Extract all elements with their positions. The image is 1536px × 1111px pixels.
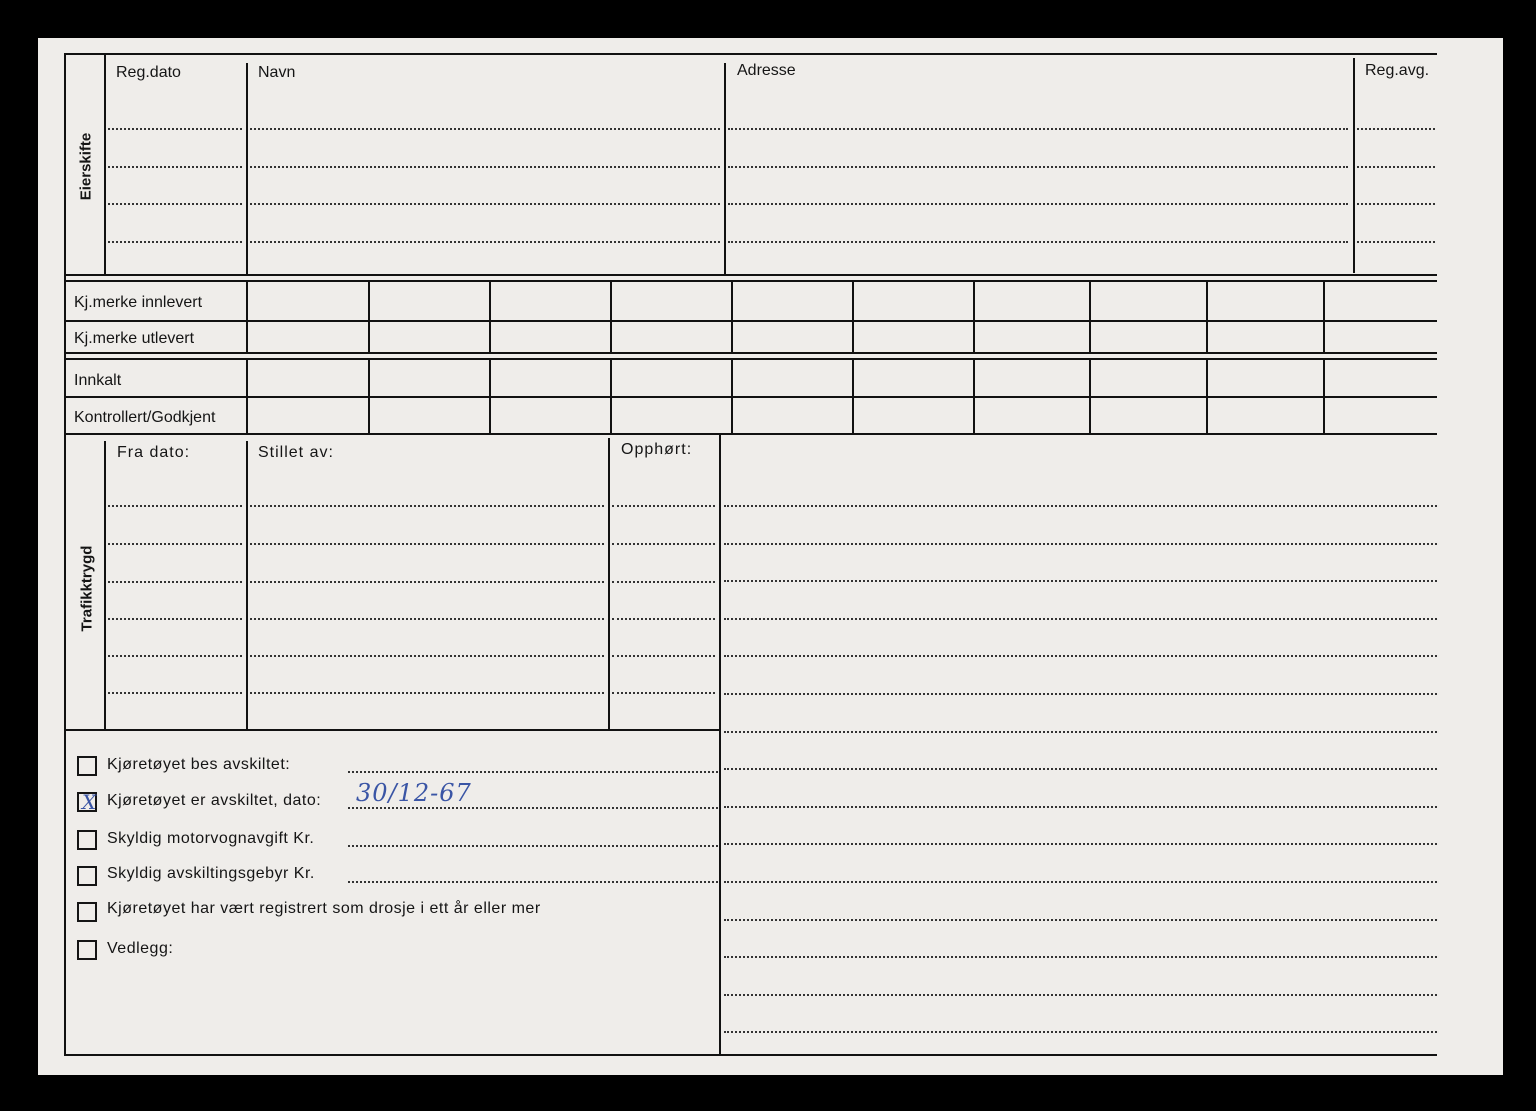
dotted-line bbox=[612, 581, 715, 583]
left-border bbox=[64, 53, 66, 1056]
dotted-line bbox=[108, 505, 242, 507]
dotted-line bbox=[108, 692, 242, 694]
header-regdato: Reg.dato bbox=[116, 64, 181, 81]
grid-column-line bbox=[973, 360, 975, 433]
checkbox-vedlegg[interactable] bbox=[77, 940, 97, 960]
grid-column-line bbox=[489, 360, 491, 433]
grid-column-line bbox=[610, 360, 612, 433]
dotted-line bbox=[612, 692, 715, 694]
dotted-line bbox=[250, 166, 720, 168]
grid-column-line bbox=[731, 282, 733, 352]
grid-column-line bbox=[610, 282, 612, 352]
dotted-line bbox=[724, 994, 1437, 996]
checkbox-drosje[interactable] bbox=[77, 902, 97, 922]
registration-card bbox=[38, 38, 1503, 1075]
dotted-line bbox=[1357, 128, 1435, 130]
dotted-line bbox=[612, 543, 715, 545]
section-rule bbox=[64, 274, 1437, 276]
dotted-line bbox=[108, 581, 242, 583]
col-divider bbox=[724, 63, 726, 276]
grid-column-line bbox=[1323, 282, 1325, 352]
dotted-line bbox=[250, 203, 720, 205]
label-avskiltingsgebyr: Skyldig avskiltingsgebyr Kr. bbox=[107, 865, 315, 882]
label-vedlegg: Vedlegg: bbox=[107, 940, 174, 957]
header-regavg: Reg.avg. bbox=[1365, 62, 1430, 79]
dotted-line bbox=[108, 543, 242, 545]
dotted-line bbox=[724, 655, 1437, 657]
dotted-line bbox=[612, 655, 715, 657]
handwritten-date: 30/12-67 bbox=[356, 779, 472, 807]
dotted-line bbox=[108, 128, 242, 130]
dotted-line bbox=[724, 618, 1437, 620]
kjmerke-innlevert-label: Kj.merke innlevert bbox=[74, 294, 203, 311]
dotted-line bbox=[250, 241, 720, 243]
checkbox-bes-avskiltet[interactable] bbox=[77, 756, 97, 776]
col-divider bbox=[246, 63, 248, 276]
eierskifte-side-label: Eierskifte bbox=[77, 132, 95, 201]
dotted-line bbox=[348, 881, 718, 883]
row-rule bbox=[64, 320, 1437, 322]
dotted-line bbox=[108, 241, 242, 243]
bottom-border bbox=[64, 1054, 1437, 1056]
innkalt-label: Innkalt bbox=[74, 372, 122, 389]
col-divider bbox=[246, 441, 248, 731]
grid-column-line bbox=[852, 282, 854, 352]
label-bes-avskiltet: Kjøretøyet bes avskiltet: bbox=[107, 756, 291, 773]
dotted-line bbox=[348, 845, 718, 847]
section-rule bbox=[64, 433, 1437, 435]
dotted-line bbox=[728, 128, 1348, 130]
dotted-line bbox=[348, 771, 718, 773]
dotted-line bbox=[724, 505, 1437, 507]
dotted-line bbox=[108, 618, 242, 620]
checkbox-avskiltingsgebyr[interactable] bbox=[77, 866, 97, 886]
dotted-line bbox=[724, 768, 1437, 770]
dotted-line bbox=[612, 618, 715, 620]
grid-column-line bbox=[1089, 282, 1091, 352]
grid-column-line bbox=[1089, 360, 1091, 433]
top-border bbox=[64, 53, 1437, 55]
header-opphort: Opphørt: bbox=[621, 441, 693, 458]
label-motorvognavgift: Skyldig motorvognavgift Kr. bbox=[107, 830, 315, 847]
dotted-line bbox=[724, 543, 1437, 545]
dotted-line bbox=[728, 166, 1348, 168]
section-rule bbox=[64, 280, 1437, 282]
col-divider bbox=[1353, 58, 1355, 273]
kjmerke-utlevert-label: Kj.merke utlevert bbox=[74, 330, 195, 347]
dotted-line bbox=[724, 843, 1437, 845]
dotted-line bbox=[724, 919, 1437, 921]
grid-column-line bbox=[852, 360, 854, 433]
grid-column-line bbox=[1206, 282, 1208, 352]
dotted-line bbox=[724, 693, 1437, 695]
header-fra-dato: Fra dato: bbox=[117, 444, 191, 461]
dotted-line bbox=[1357, 203, 1435, 205]
trafikktrygd-side-label: Trafikktrygd bbox=[78, 545, 96, 632]
label-drosje: Kjøretøyet har vært registrert som drosje i ett år eller mer bbox=[107, 900, 541, 917]
header-stillet-av: Stillet av: bbox=[258, 444, 334, 461]
kontrollert-label: Kontrollert/Godkjent bbox=[74, 409, 216, 426]
dotted-line bbox=[250, 128, 720, 130]
section-rule bbox=[64, 352, 1437, 354]
dotted-line bbox=[348, 807, 718, 809]
row-rule bbox=[64, 396, 1437, 398]
grid-column-line bbox=[368, 282, 370, 352]
dotted-line bbox=[1357, 241, 1435, 243]
dotted-line bbox=[1357, 166, 1435, 168]
trafikktrygd-bottom-rule bbox=[64, 729, 720, 731]
dotted-line bbox=[108, 166, 242, 168]
grid-column-line bbox=[246, 282, 248, 352]
header-navn: Navn bbox=[258, 64, 296, 81]
dotted-line bbox=[724, 1031, 1437, 1033]
dotted-line bbox=[108, 655, 242, 657]
label-er-avskiltet: Kjøretøyet er avskiltet, dato: bbox=[107, 792, 322, 809]
header-adresse: Adresse bbox=[737, 62, 796, 79]
dotted-line bbox=[728, 203, 1348, 205]
col-divider bbox=[608, 438, 610, 731]
dotted-line bbox=[250, 581, 604, 583]
dotted-line bbox=[250, 543, 604, 545]
dotted-line bbox=[724, 881, 1437, 883]
grid-column-line bbox=[368, 360, 370, 433]
dotted-line bbox=[250, 618, 604, 620]
dotted-line bbox=[724, 956, 1437, 958]
section-rule bbox=[64, 358, 1437, 360]
dotted-line bbox=[728, 241, 1348, 243]
dotted-line bbox=[724, 806, 1437, 808]
grid-column-line bbox=[1206, 360, 1208, 433]
grid-column-line bbox=[731, 360, 733, 433]
check-mark: X bbox=[82, 790, 97, 814]
dotted-line bbox=[250, 692, 604, 694]
dotted-line bbox=[724, 580, 1437, 582]
eierskifte-divider bbox=[104, 53, 106, 276]
trafikktrygd-divider bbox=[104, 441, 106, 731]
dotted-line bbox=[250, 505, 604, 507]
checkbox-er-avskiltet[interactable] bbox=[77, 792, 97, 812]
checkbox-motorvognavgift[interactable] bbox=[77, 830, 97, 850]
dotted-line bbox=[250, 655, 604, 657]
main-divider bbox=[719, 435, 721, 1055]
dotted-line bbox=[108, 203, 242, 205]
dotted-line bbox=[724, 731, 1437, 733]
grid-column-line bbox=[489, 282, 491, 352]
grid-column-line bbox=[246, 360, 248, 433]
dotted-line bbox=[612, 505, 715, 507]
grid-column-line bbox=[973, 282, 975, 352]
grid-column-line bbox=[1323, 360, 1325, 433]
